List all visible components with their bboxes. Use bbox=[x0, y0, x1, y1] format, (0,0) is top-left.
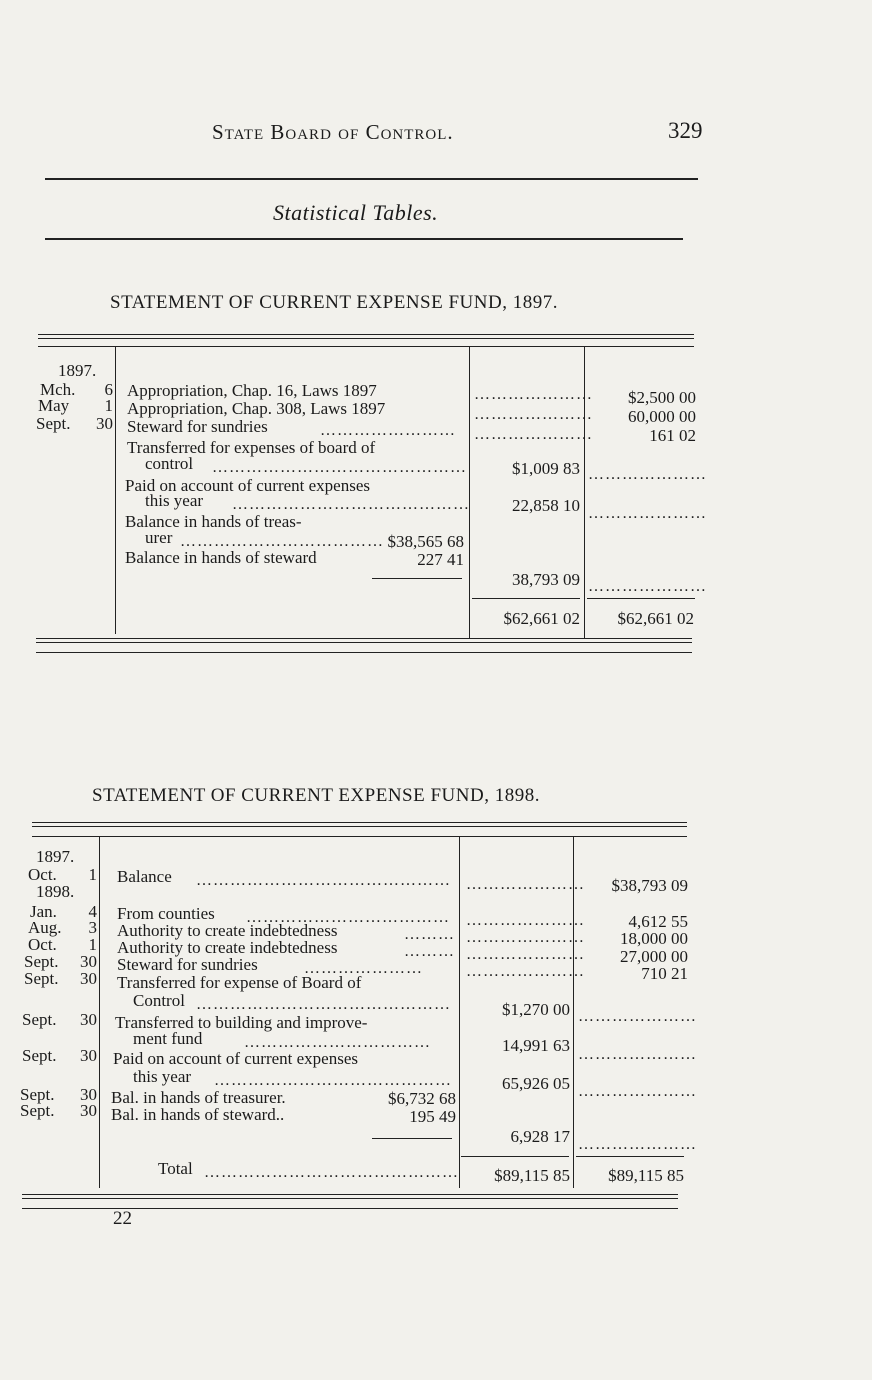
entry-text: Balance in hands of treas- bbox=[125, 512, 302, 531]
inner-amount: $38,565 68 bbox=[387, 532, 464, 551]
entry-text: Steward for sundries bbox=[127, 417, 268, 436]
total-amount: $89,115 85 bbox=[608, 1166, 684, 1185]
page-number: 329 bbox=[668, 118, 703, 143]
entry-text: Paid on account of current expenses bbox=[113, 1049, 358, 1068]
entry-text: this year bbox=[145, 491, 204, 510]
year-label: 1897. bbox=[58, 361, 97, 380]
amount: $1,009 83 bbox=[512, 459, 580, 478]
amount: $1,270 00 bbox=[502, 1000, 570, 1019]
leader-dots: ………………… bbox=[578, 1046, 697, 1063]
date-day: 30 bbox=[80, 1046, 97, 1065]
leader-dots: ……… bbox=[404, 943, 455, 960]
entry-text: Authority to create indebtedness bbox=[117, 938, 338, 957]
date-day: 30 bbox=[80, 1085, 97, 1104]
running-head-title: State Board of Control. bbox=[212, 120, 454, 144]
rule bbox=[22, 1194, 678, 1195]
amount: 38,793 09 bbox=[512, 570, 580, 589]
entry-text: control bbox=[145, 454, 194, 473]
rule bbox=[36, 652, 692, 653]
entry-text: Paid on account of current expenses bbox=[125, 476, 370, 495]
leader-dots: ………………… bbox=[304, 960, 423, 977]
leader-dots: ……………………………………… bbox=[196, 872, 451, 889]
leader-dots: ………………… bbox=[588, 466, 707, 483]
rule bbox=[38, 346, 694, 347]
entry-text: urer bbox=[145, 528, 173, 547]
leader-dots: ……………………………………… bbox=[204, 1164, 459, 1181]
inner-amount: $6,732 68 bbox=[388, 1089, 456, 1108]
column-rule bbox=[469, 346, 470, 638]
date-day: 30 bbox=[80, 1010, 97, 1029]
rule bbox=[22, 1198, 678, 1199]
date-day: 6 bbox=[104, 380, 113, 399]
total-rule bbox=[587, 598, 695, 599]
date-month: Sept. bbox=[22, 1046, 57, 1065]
column-rule bbox=[99, 836, 100, 1188]
inner-amount: 195 49 bbox=[409, 1107, 456, 1126]
entry-text: Balance in hands of steward bbox=[125, 548, 317, 567]
leader-dots: ……………………………………… bbox=[196, 996, 451, 1013]
entry-text: this year bbox=[133, 1067, 192, 1086]
leader-dots: ………………… bbox=[466, 946, 585, 963]
total-rule bbox=[472, 598, 580, 599]
rule bbox=[45, 178, 698, 180]
amount: 4,612 55 bbox=[628, 912, 688, 931]
amount: 6,928 17 bbox=[510, 1127, 570, 1146]
entry-text: Transferred for expenses of board of bbox=[127, 438, 376, 457]
date-month: Jan. bbox=[30, 902, 57, 921]
leader-dots: ………………… bbox=[588, 505, 707, 522]
entry-text: From counties bbox=[117, 904, 215, 923]
leader-dots: ………………… bbox=[474, 386, 593, 403]
leader-dots: ……………………………… bbox=[180, 533, 384, 550]
date-month: Sept. bbox=[24, 952, 59, 971]
rule bbox=[32, 822, 687, 823]
leader-dots: ………………… bbox=[578, 1008, 697, 1025]
leader-dots: ………………… bbox=[466, 963, 585, 980]
inner-amount: 227 41 bbox=[417, 550, 464, 569]
amount: 22,858 10 bbox=[512, 496, 580, 515]
date-month: May bbox=[38, 396, 70, 415]
entry-text: Authority to create indebtedness bbox=[117, 921, 338, 940]
rule bbox=[32, 826, 687, 827]
entry-text: Control bbox=[133, 991, 185, 1010]
leader-dots: …………………………………… bbox=[232, 496, 470, 513]
year-label: 1897. bbox=[36, 847, 75, 866]
total-rule bbox=[576, 1156, 684, 1157]
leader-dots: ……… bbox=[404, 926, 455, 943]
leader-dots: ………………… bbox=[466, 912, 585, 929]
rule bbox=[36, 638, 692, 639]
rule bbox=[45, 238, 683, 240]
leader-dots: ……………………………………… bbox=[212, 459, 467, 476]
total-amount: $62,661 02 bbox=[617, 609, 694, 628]
entry-text: Transferred to building and improve- bbox=[115, 1013, 368, 1032]
amount: 60,000 00 bbox=[628, 407, 696, 426]
signature-mark: 22 bbox=[113, 1208, 132, 1229]
leader-dots: ………………… bbox=[466, 876, 585, 893]
date-day: 1 bbox=[88, 865, 97, 884]
leader-dots: ………………… bbox=[578, 1136, 697, 1153]
rule bbox=[38, 334, 694, 335]
date-day: 1 bbox=[104, 396, 113, 415]
leader-dots: …………………… bbox=[320, 422, 456, 439]
amount: 14,991 63 bbox=[502, 1036, 570, 1055]
date-month: Sept. bbox=[24, 969, 59, 988]
date-month: Oct. bbox=[28, 935, 57, 954]
date-day: 1 bbox=[88, 935, 97, 954]
amount: 18,000 00 bbox=[620, 929, 688, 948]
amount: 65,926 05 bbox=[502, 1074, 570, 1093]
entry-text: ment fund bbox=[133, 1029, 203, 1048]
sum-rule bbox=[372, 578, 462, 579]
date-month: Aug. bbox=[28, 918, 62, 937]
leader-dots: ……………………………… bbox=[246, 909, 450, 926]
leader-dots: ………………… bbox=[578, 1083, 697, 1100]
date-month: Sept. bbox=[36, 414, 71, 433]
leader-dots: …………………………… bbox=[244, 1034, 431, 1051]
date-month: Mch. bbox=[40, 380, 76, 399]
leader-dots: …………………………………… bbox=[214, 1072, 452, 1089]
date-day: 30 bbox=[96, 414, 113, 433]
date-month: Oct. bbox=[28, 865, 57, 884]
entry-text: Appropriation, Chap. 16, Laws 1897 bbox=[127, 381, 377, 400]
table-1898-title: STATEMENT OF CURRENT EXPENSE FUND, 1898. bbox=[92, 785, 540, 806]
table-1897-title: STATEMENT OF CURRENT EXPENSE FUND, 1897. bbox=[110, 292, 558, 313]
section-title: Statistical Tables. bbox=[273, 200, 439, 225]
year-label: 1898. bbox=[36, 882, 75, 901]
entry-text: Steward for sundries bbox=[117, 955, 258, 974]
rule bbox=[36, 642, 692, 643]
entry-text: Bal. in hands of steward.. bbox=[111, 1105, 285, 1124]
amount: $38,793 09 bbox=[611, 876, 688, 895]
date-day: 30 bbox=[80, 1101, 97, 1120]
date-month: Sept. bbox=[20, 1085, 55, 1104]
amount: 27,000 00 bbox=[620, 947, 688, 966]
running-head bbox=[0, 116, 872, 152]
leader-dots: ………………… bbox=[474, 426, 593, 443]
entry-text: Appropriation, Chap. 308, Laws 1897 bbox=[127, 399, 386, 418]
leader-dots: ………………… bbox=[474, 406, 593, 423]
entry-text: Balance bbox=[117, 867, 172, 886]
total-rule bbox=[461, 1156, 569, 1157]
total-amount: $89,115 85 bbox=[494, 1166, 570, 1185]
leader-dots: ………………… bbox=[466, 929, 585, 946]
date-month: Sept. bbox=[22, 1010, 57, 1029]
date-day: 30 bbox=[80, 969, 97, 988]
amount: $2,500 00 bbox=[628, 388, 696, 407]
leader-dots: ………………… bbox=[588, 578, 707, 595]
column-rule bbox=[115, 346, 116, 634]
total-amount: $62,661 02 bbox=[503, 609, 580, 628]
rule bbox=[38, 338, 694, 339]
date-day: 3 bbox=[88, 918, 97, 937]
amount: 161 02 bbox=[649, 426, 696, 445]
entry-text: Bal. in hands of treasurer. bbox=[111, 1088, 286, 1107]
total-label: Total bbox=[158, 1159, 193, 1178]
entry-text: Transferred for expense of Board of bbox=[117, 973, 362, 992]
sum-rule bbox=[372, 1138, 452, 1139]
date-day: 30 bbox=[80, 952, 97, 971]
amount: 710 21 bbox=[641, 964, 688, 983]
date-day: 4 bbox=[88, 902, 97, 921]
rule bbox=[32, 836, 687, 837]
date-month: Sept. bbox=[20, 1101, 55, 1120]
